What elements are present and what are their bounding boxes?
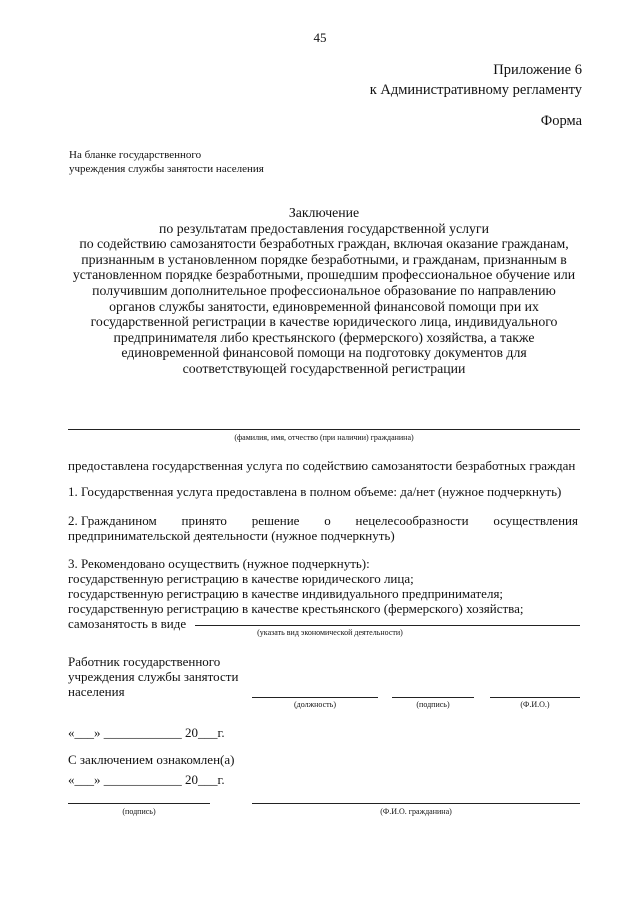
title-line: получившим дополнительное профессиональное образование по направлению xyxy=(92,282,556,298)
worker-line-2: учреждения службы занятости xyxy=(68,669,239,684)
form-label: Форма xyxy=(540,113,582,129)
item-2-word: 2. Гражданином xyxy=(68,513,157,528)
fio-caption: (Ф.И.О.) xyxy=(520,700,550,709)
title-line: единовременной финансовой помощи на подготовку документов для xyxy=(121,345,527,361)
appendix-line-1: Приложение 6 xyxy=(493,62,582,78)
title-line: органов службы занятости, единовременной финансовой помощи при их xyxy=(109,298,539,314)
item-3-option-farm: государственную регистрацию в качестве крестьянского (фермерского) хозяйства; xyxy=(68,601,524,616)
name-caption: (фамилия, имя, отчество (при наличии) гражданина) xyxy=(234,433,414,442)
item-2-line-2: предпринимательской деятельности (нужное подчеркнуть) xyxy=(68,528,395,543)
activity-caption: (указать вид экономической деятельности) xyxy=(257,628,403,637)
citizen-fio-caption: (Ф.И.О. гражданина) xyxy=(380,807,452,816)
item-2-word: решение xyxy=(251,513,300,528)
item-3-line-1: 3. Рекомендовано осуществить (нужное подчеркнуть): xyxy=(68,556,370,571)
item-1: 1. Государственная услуга предоставлена в полном объеме: да/нет (нужное подчеркнуть) xyxy=(68,484,562,499)
fio-fill-line[interactable] xyxy=(490,697,580,698)
title-line: по результатам предоставления государственной услуги xyxy=(159,220,489,236)
signature-caption: (подпись) xyxy=(416,700,450,709)
worker-line-3: населения xyxy=(68,684,125,699)
item-3 xyxy=(68,556,524,631)
position-caption: (должность) xyxy=(294,700,336,709)
citizen-signature-caption: (подпись) xyxy=(122,807,156,816)
worker-line-1: Работник государственного xyxy=(68,654,221,669)
item-3-option-self-employment: самозанятость в виде xyxy=(68,616,187,631)
appendix-line-2: к Административному регламенту xyxy=(369,82,582,98)
title-line: государственной регистрации в качестве юридического лица, индивидуального xyxy=(90,314,558,330)
title-line: предпринимателя либо крестьянского (фермерского) хозяйства, а также xyxy=(113,329,535,345)
name-fill-line[interactable] xyxy=(68,429,580,430)
blank-note-line-2: учреждения службы занятости населения xyxy=(69,163,264,175)
date-line: «___» ____________ 20___г. xyxy=(68,725,225,740)
position-fill-line[interactable] xyxy=(252,697,378,698)
citizen-signature-fill-line[interactable] xyxy=(68,803,210,804)
title-line: соответствующей государственной регистрации xyxy=(182,360,466,376)
item-3-option-entrepreneur: государственную регистрацию в качестве индивидуального предпринимателя; xyxy=(68,586,504,601)
blank-note xyxy=(69,148,264,176)
date-line-2: «___» ____________ 20___г. xyxy=(68,772,225,787)
acquainted-text: С заключением ознакомлен(а) xyxy=(68,752,235,767)
item-2-word: о xyxy=(324,513,331,528)
item-2-word: осуществления xyxy=(493,513,578,528)
service-text: предоставлена государственная услуга по содействию самозанятости безработных граждан xyxy=(68,458,576,473)
appendix-header xyxy=(370,60,582,100)
activity-fill-line[interactable] xyxy=(195,625,580,626)
worker-block xyxy=(68,654,238,699)
signature-fill-line[interactable] xyxy=(392,697,474,698)
blank-note-line-1: На бланке государственного xyxy=(69,149,202,161)
item-2-line-1 xyxy=(68,513,578,528)
title-line: признанным в установленном порядке безработными, и гражданам, признанным в xyxy=(81,251,567,267)
citizen-fio-fill-line[interactable] xyxy=(252,803,580,804)
item-2-word: принято xyxy=(181,513,227,528)
page-number: 45 xyxy=(313,30,327,45)
item-3-option-legal-entity: государственную регистрацию в качестве юридического лица; xyxy=(68,571,414,586)
item-2-word: нецелесообразности xyxy=(355,513,469,528)
title-heading: Заключение xyxy=(288,205,360,220)
title-line: установленном порядке безработными, прошедшим профессиональное обучение или xyxy=(72,267,576,283)
title-line: по содействию самозанятости безработных граждан, включая оказание гражданам, xyxy=(79,236,569,252)
document-title xyxy=(62,205,586,377)
